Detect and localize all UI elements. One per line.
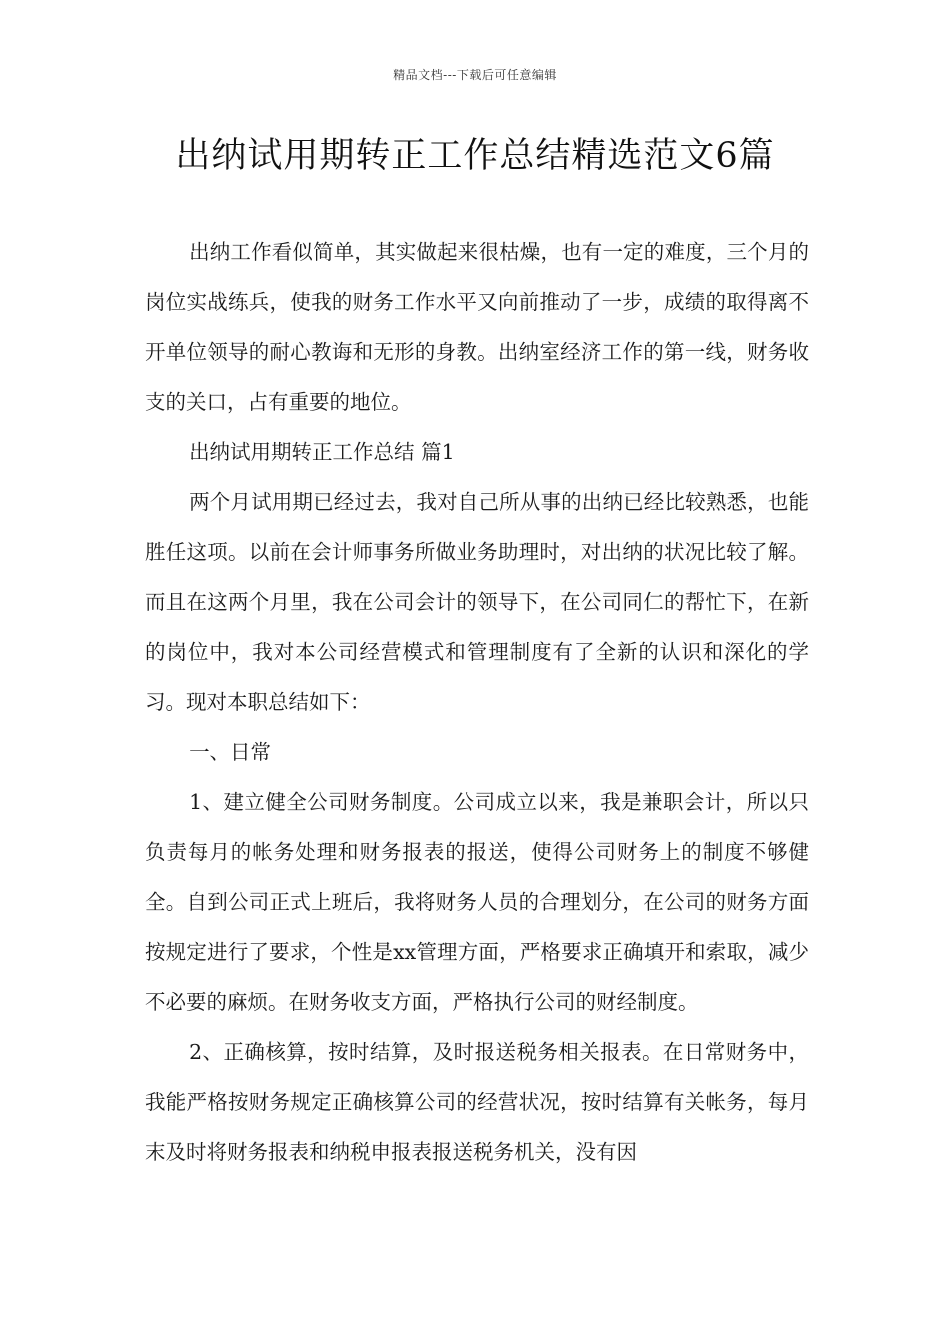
document-body	[145, 227, 809, 1177]
subsection-heading: 一、日常	[189, 740, 272, 764]
body-paragraph: 2、正确核算，按时结算，及时报送税务相关报表。在日常财务中，我能严格按财务规定正确核算公司的经营状况，按时结算有关帐务，每月末及时将财务报表和纳税申报表报送税务机关，没有因	[145, 1040, 809, 1164]
header-note: 精品文档---下载后可任意编辑	[393, 68, 557, 82]
body-paragraph: 两个月试用期已经过去，我对自己所从事的出纳已经比较熟悉，也能胜任这项。以前在会计师事务所做业务助理时，对出纳的状况比较了解。而且在这两个月里，我在公司会计的领导下，在公司同仁的帮忙下，在新的岗位中，我对本公司经营模式和管理制度有了全新的认识和深化的学习。现对本职总结如下：	[145, 490, 809, 714]
document-title: 出纳试用期转正工作总结精选范文6篇	[175, 136, 775, 176]
intro-paragraph: 出纳工作看似简单，其实做起来很枯燥，也有一定的难度，三个月的岗位实战练兵，使我的财务工作水平又向前推动了一步，成绩的取得离不开单位领导的耐心教诲和无形的身教。出纳室经济工作的第一线，财务收支的关口，占有重要的地位。	[145, 240, 809, 414]
section-heading: 出纳试用期转正工作总结 篇1	[189, 440, 455, 464]
body-paragraph: 1、建立健全公司财务制度。公司成立以来，我是兼职会计，所以只负责每月的帐务处理和财务报表的报送，使得公司财务上的制度不够健全。自到公司正式上班后，我将财务人员的合理划分，在公司的财务方面按规定进行了要求，个性是xx管理方面，严格要求正确填开和索取，减少不必要的麻烦。在财务收支方面，严格执行公司的财经制度。	[145, 790, 809, 1014]
